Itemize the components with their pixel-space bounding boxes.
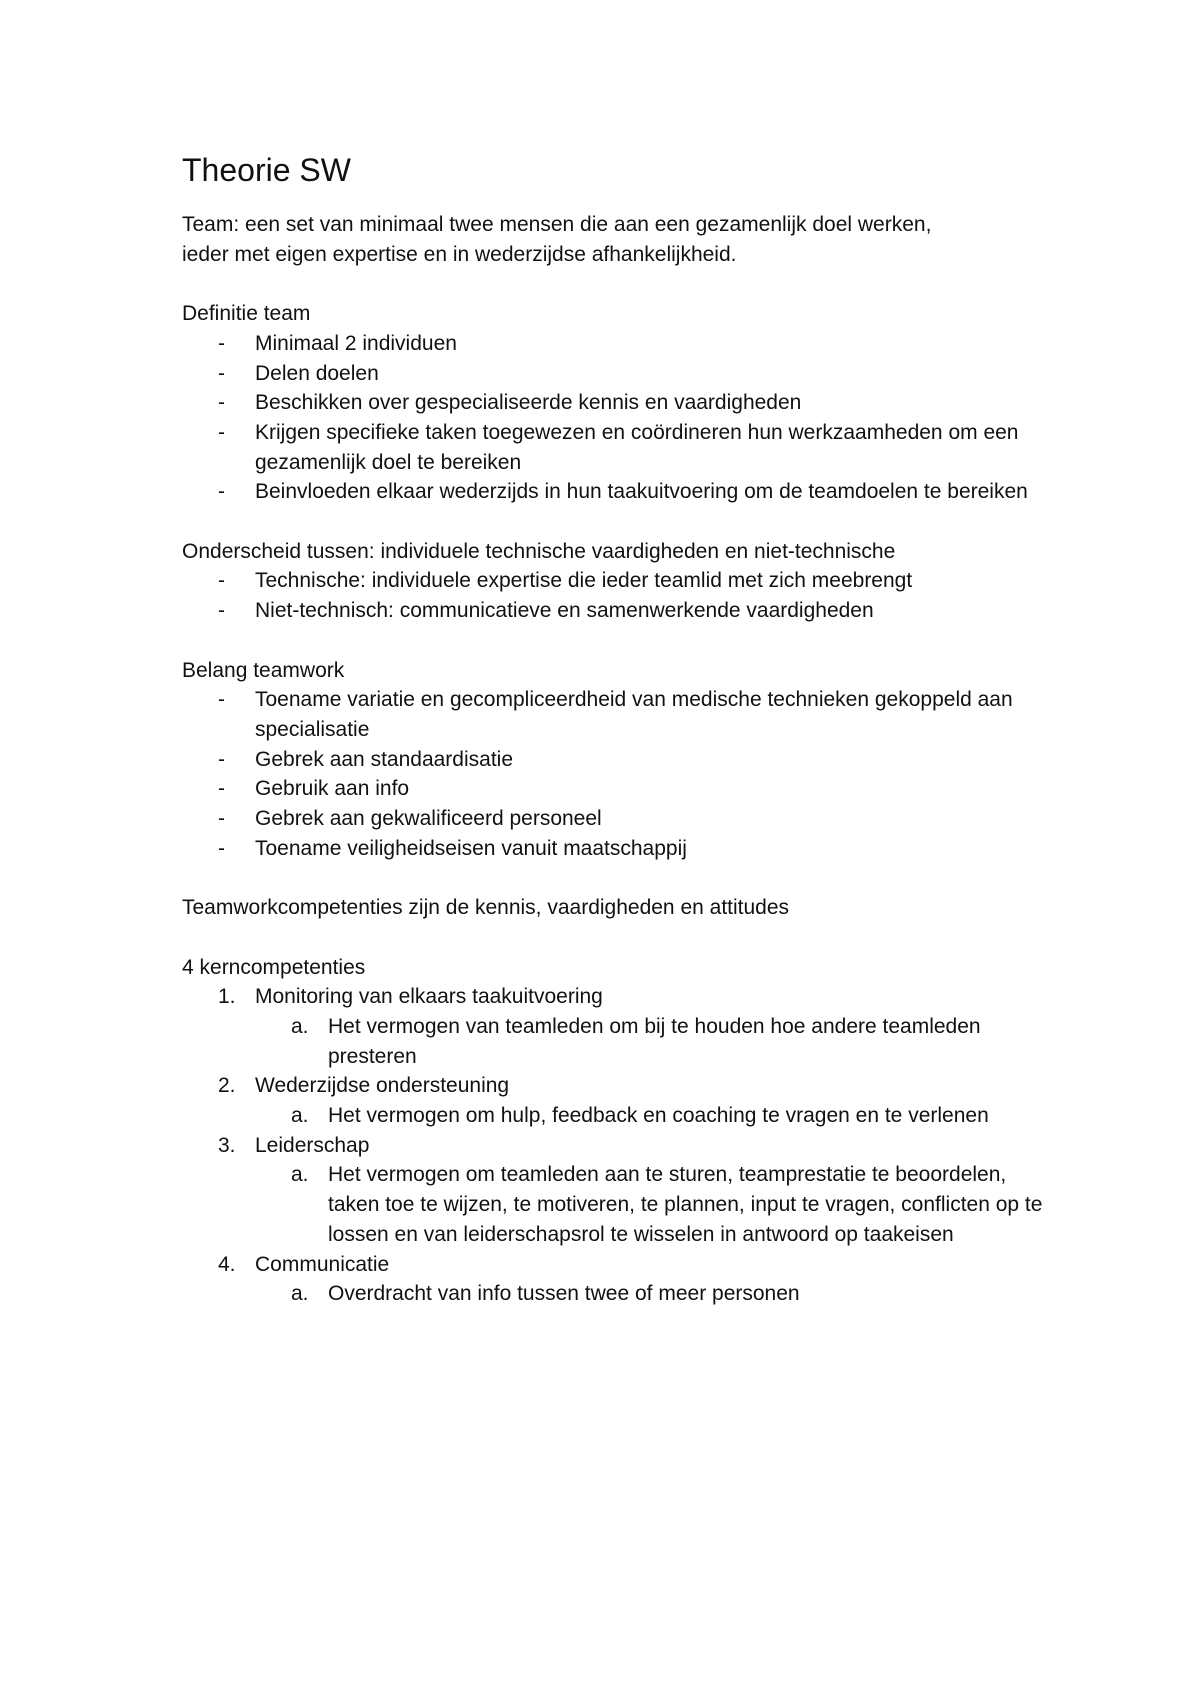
list-item (182, 1131, 1062, 1250)
dash-marker: - (218, 777, 225, 801)
sub-list-item-text: Overdracht van info tussen twee of meer personen (328, 1282, 800, 1306)
dash-marker: - (218, 391, 225, 415)
list-item-text: Krijgen specifieke taken toegewezen en coördineren hun werkzaamheden om een gezamenlijk doel te bereiken (255, 420, 1019, 474)
number-marker: 2. (218, 1074, 236, 1098)
letter-marker: a. (291, 1163, 309, 1187)
list-item-text: Toename variatie en gecompliceerdheid van medische technieken gekoppeld aan specialisatie (255, 688, 1013, 741)
belang-list (182, 685, 1062, 863)
spacer (182, 507, 1062, 537)
onderscheid-heading: Onderscheid tussen: individuele technische vaardigheden en niet-technische (182, 539, 896, 563)
list-item-text: Wederzijdse ondersteuning (255, 1074, 510, 1098)
kerncompetenties-list (182, 982, 1062, 1309)
spacer (182, 269, 1062, 299)
sub-list (255, 1160, 1062, 1249)
number-marker: 3. (218, 1133, 236, 1157)
list-item-text: Gebruik aan info (255, 777, 410, 801)
intro-line-1: Team: een set van minimaal twee mensen die aan een gezamenlijk doel werken, (182, 213, 932, 236)
spacer (182, 923, 1062, 953)
dash-marker: - (218, 836, 225, 860)
list-item (182, 745, 1062, 775)
list-item-text: Beschikken over gespecialiseerde kennis en vaardigheden (255, 391, 802, 415)
dash-marker: - (218, 569, 225, 593)
belang-heading: Belang teamwork (182, 658, 345, 682)
onderscheid-list (182, 566, 1062, 625)
list-item-text: Monitoring van elkaars taakuitvoering (255, 985, 603, 1009)
dash-marker: - (218, 331, 225, 355)
letter-marker: a. (291, 1014, 309, 1038)
dash-marker: - (218, 480, 225, 504)
list-item-text: Leiderschap (255, 1133, 370, 1157)
dash-marker: - (218, 807, 225, 831)
letter-marker: a. (291, 1104, 309, 1128)
list-item (182, 566, 1062, 596)
number-marker: 4. (218, 1252, 236, 1276)
sub-list-item (255, 1279, 1062, 1309)
intro-line-2: ieder met eigen expertise en in wederzijdse afhankelijkheid. (182, 242, 737, 266)
document-title: Theorie SW (182, 152, 351, 188)
list-item (182, 1071, 1062, 1130)
list-item-text: Delen doelen (255, 361, 379, 385)
sub-list-item (255, 1101, 1062, 1131)
list-item (182, 1250, 1062, 1309)
list-item (182, 359, 1062, 389)
list-item (182, 685, 1062, 744)
sub-list (255, 1012, 1062, 1071)
list-item (182, 774, 1062, 804)
letter-marker: a. (291, 1282, 309, 1306)
number-marker: 1. (218, 985, 236, 1009)
list-item-text: Beinvloeden elkaar wederzijds in hun taakuitvoering om de teamdoelen te bereiken (255, 480, 1028, 504)
definitie-heading: Definitie team (182, 302, 311, 326)
list-item-text: Niet-technisch: communicatieve en samenwerkende vaardigheden (255, 599, 874, 623)
dash-marker: - (218, 599, 225, 623)
document-content (182, 150, 1062, 1309)
list-item-text: Technische: individuele expertise die ieder teamlid met zich meebrengt (255, 569, 913, 593)
list-item (182, 596, 1062, 626)
dash-marker: - (218, 420, 225, 444)
sub-list-item-text: Het vermogen om hulp, feedback en coaching te vragen en te verlenen (328, 1104, 989, 1128)
sub-list-item-text: Het vermogen van teamleden om bij te houden hoe andere teamleden presteren (328, 1014, 981, 1068)
dash-marker: - (218, 747, 225, 771)
spacer (182, 863, 1062, 893)
list-item (182, 418, 1062, 477)
list-item-text: Communicatie (255, 1252, 390, 1276)
sub-list-item (255, 1012, 1062, 1071)
kerncompetenties-heading: 4 kerncompetenties (182, 955, 366, 979)
list-item-text: Minimaal 2 individuen (255, 331, 457, 355)
list-item (182, 329, 1062, 359)
sub-list (255, 1279, 1062, 1309)
list-item (182, 834, 1062, 864)
list-item-text: Gebrek aan standaardisatie (255, 747, 513, 771)
dash-marker: - (218, 688, 225, 712)
list-item-text: Toename veiligheidseisen vanuit maatschappij (255, 836, 687, 860)
sub-list (255, 1101, 1062, 1131)
list-item (182, 388, 1062, 418)
teamworkcompetenties-text: Teamworkcompetenties zijn de kennis, vaardigheden en attitudes (182, 896, 790, 920)
dash-marker: - (218, 361, 225, 385)
sub-list-item-text: Het vermogen om teamleden aan te sturen, teamprestatie te beoordelen, taken toe te wijzen, te motiveren, te plannen, input te vragen, conflicten op te lossen en van leiderschapsrol te wisselen in antwoord op taakeisen (328, 1163, 1043, 1246)
spacer (182, 626, 1062, 656)
list-item-text: Gebrek aan gekwalificeerd personeel (255, 807, 602, 831)
sub-list-item (255, 1160, 1062, 1249)
list-item (182, 477, 1062, 507)
list-item (182, 982, 1062, 1071)
definitie-list (182, 329, 1062, 507)
list-item (182, 804, 1062, 834)
